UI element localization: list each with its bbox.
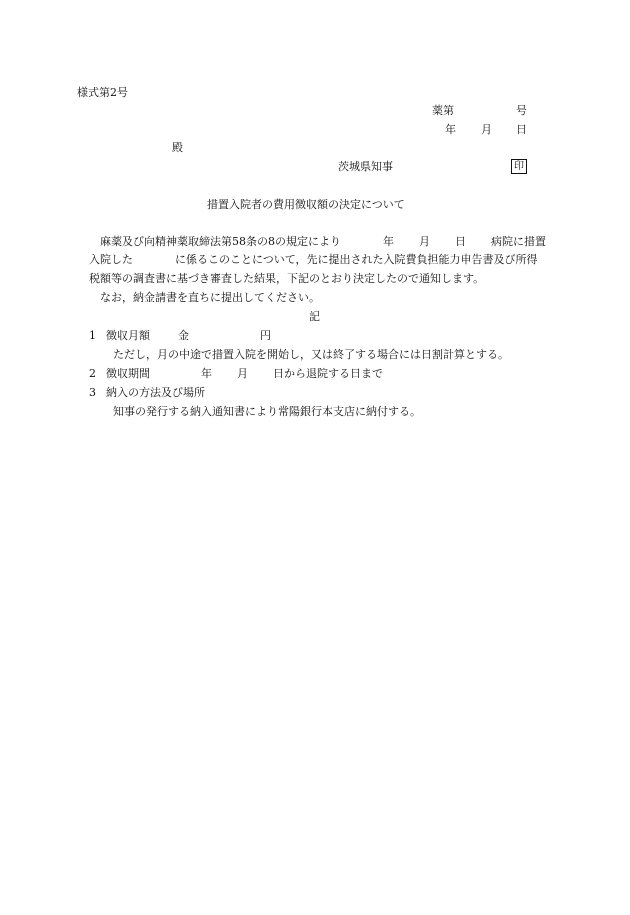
item2-tail: 日から退院する日まで [273, 367, 383, 380]
item1-amount-unit: 円 [260, 329, 271, 342]
item1-amount-prefix: 金 [178, 329, 189, 342]
document-title: 措置入院者の費用徴収額の決定について [207, 198, 405, 211]
body-line1-tail: 病院に措置 [491, 235, 546, 248]
item2-label: 徴収期間 [106, 367, 150, 380]
form-number: 様式第2号 [77, 86, 128, 99]
date-day: 日 [516, 123, 527, 136]
body-line1-text: 麻薬及び向精神薬取締法第58条の8の規定により [100, 235, 341, 248]
body-line3: 税額等の調査書に基づき審査した結果，下記のとおり決定したので通知します。 [89, 272, 485, 285]
body-line1-month: 月 [419, 235, 430, 248]
item2-month: 月 [237, 367, 248, 380]
date-year: 年 [445, 123, 456, 136]
item1-number: 1 [89, 329, 96, 342]
item1-label: 徴収月額 [106, 329, 150, 342]
document-number-suffix: 号 [516, 104, 527, 117]
item1-note: ただし，月の中途で措置入院を開始し，又は終了する場合には日割計算とする。 [113, 348, 509, 361]
body-line2-tail: に係るこのことについて，先に提出された入院費負担能力申告書及び所得 [175, 253, 538, 266]
body-line1-day: 日 [455, 235, 466, 248]
item3-label: 納入の方法及び場所 [106, 386, 205, 399]
body-line1-year: 年 [383, 235, 394, 248]
item2-year: 年 [201, 367, 212, 380]
body-line2-head: 入院した [89, 253, 133, 266]
item3-note: 知事の発行する納入通知書により常陽銀行本支店に納付する。 [113, 405, 421, 418]
ki-heading: 記 [309, 310, 320, 323]
seal-box: 印 [511, 159, 527, 174]
recipient-honorific: 殿 [172, 141, 183, 154]
item3-number: 3 [89, 386, 96, 399]
body-line4: なお，納金請書を直ちに提出してください。 [100, 291, 320, 304]
item2-number: 2 [89, 367, 96, 380]
date-month: 月 [481, 123, 492, 136]
sender-name: 茨城県知事 [338, 160, 393, 173]
document-number-prefix: 薬第 [432, 104, 454, 117]
